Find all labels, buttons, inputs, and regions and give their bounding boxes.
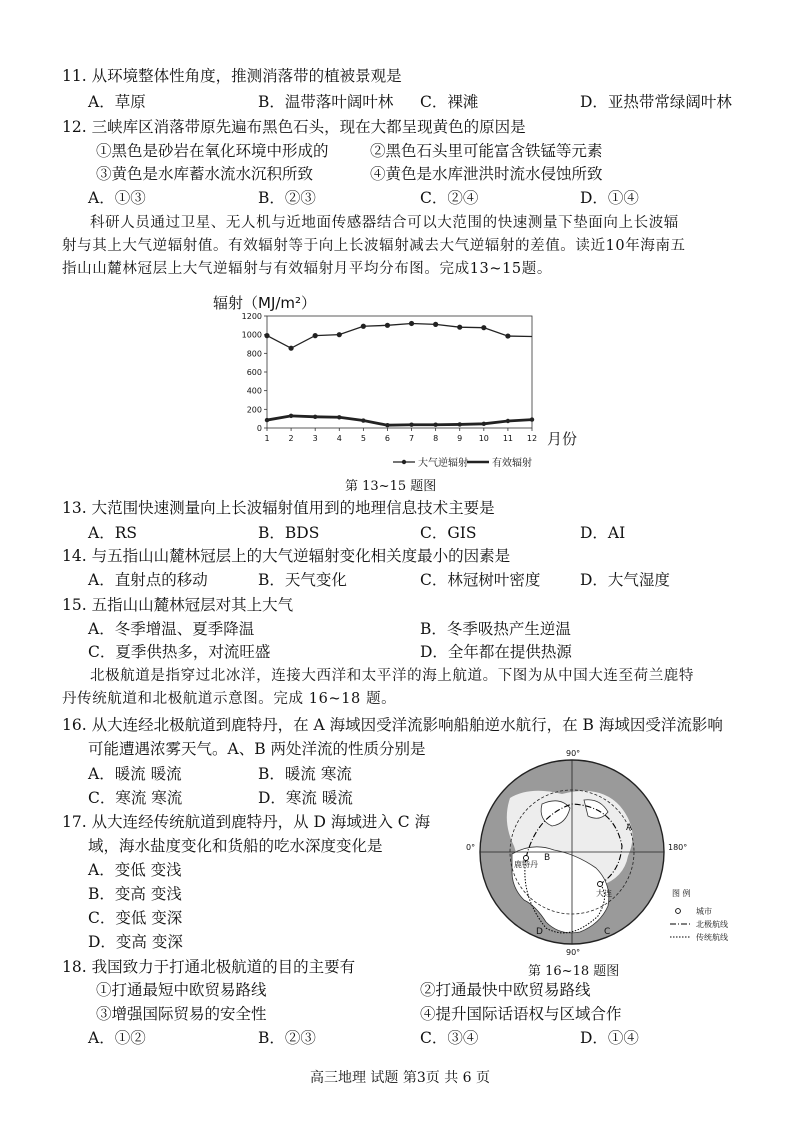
series-1-point: [313, 333, 318, 338]
x-tick-label: 10: [478, 434, 489, 443]
passage1-line-1: 科研人员通过卫星、无人机与近地面传感器结合可以大范围的快速测量下垫面向上长波辐: [90, 215, 679, 231]
series-1-point: [457, 325, 462, 330]
map-legend: [670, 888, 728, 942]
q18-statement-4: ④提升国际话语权与区域合作: [420, 1005, 622, 1023]
x-tick-label: 7: [408, 434, 415, 443]
map-label-b: B: [544, 853, 551, 863]
q13-option-d: D．AI: [580, 524, 626, 542]
series-2-point: [361, 418, 365, 422]
series-1-point: [288, 346, 293, 351]
q11-option-a: A．草原: [88, 93, 146, 111]
y-tick-label: 600: [246, 368, 262, 377]
x-tick-label: 8: [433, 434, 439, 443]
page-footer: 高三地理 试题 第3页 共 6 页: [309, 1070, 491, 1086]
map-legend-traditional: 传统航线: [696, 933, 728, 942]
map-label-left: 0°: [466, 843, 476, 852]
q11-option-b: B．温带落叶阔叶林: [258, 93, 394, 111]
q18-option-b: B．②③: [258, 1029, 316, 1047]
series-1-point: [385, 323, 390, 328]
q15-stem: 15. 五指山山麓林冠层对其上大气: [62, 596, 294, 614]
q12-option-a: A．①③: [88, 189, 146, 207]
series-1-point: [361, 324, 366, 329]
x-tick-label: 11: [502, 434, 514, 443]
y-tick-label: 1000: [241, 330, 262, 340]
map-legend-arctic: 北极航线: [696, 920, 728, 929]
series-line-2: [267, 416, 532, 425]
series-2-point: [313, 415, 317, 419]
chart-caption: 第 13~15 题图: [345, 479, 437, 494]
q12-statement-2: ②黑色石头里可能富含铁锰等元素: [370, 142, 603, 160]
series-2-point: [337, 415, 341, 419]
q17-option-d: D．变高 变深: [88, 933, 183, 951]
series-1-point: [409, 321, 414, 326]
q12-statement-1: ①黑色是砂岩在氧化环境中形成的: [96, 142, 329, 160]
q17-stem-line-1: 17. 从大连经传统航道到鹿特丹，从 D 海域进入 C 海: [62, 813, 431, 831]
q18-statement-3: ③增强国际贸易的安全性: [96, 1005, 267, 1023]
x-tick-label: 6: [384, 434, 391, 443]
passage1-line-2: 射与其上大气逆辐射值。有效辐射等于向上长波辐射减去大气逆辐射的差值。读近10年海南五: [62, 238, 686, 254]
series-2-point: [482, 422, 486, 426]
q15-option-b: B．冬季吸热产生逆温: [420, 620, 571, 638]
x-tick-label: 3: [312, 434, 318, 443]
q12-statement-3: ③黄色是水库蓄水流水沉积所致: [96, 165, 314, 183]
chart-xlabel: 月份: [547, 430, 578, 448]
map-label-right: 180°: [668, 843, 688, 852]
q11-option-c: C．裸滩: [420, 93, 479, 111]
map-legend-city: 城市: [696, 907, 712, 916]
q18-statement-2: ②打通最快中欧贸易路线: [420, 981, 591, 999]
x-tick-label: 4: [336, 434, 342, 443]
series-1-point: [337, 332, 342, 337]
series-2-point: [289, 414, 293, 418]
series-1-point: [505, 333, 510, 338]
q12-stem: 12. 三峡库区消落带原先遍布黑色石头，现在大都呈现黄色的原因是: [62, 118, 526, 136]
series-2-point: [433, 423, 437, 427]
q14-stem: 14. 与五指山山麓林冠层上的大气逆辐射变化相关度最小的因素是: [62, 547, 511, 565]
q17-option-c: C．变低 变深: [88, 909, 183, 927]
y-tick-label: 200: [246, 405, 262, 415]
q15-option-d: D．全年都在提供热源: [420, 643, 572, 661]
chart-legend: [393, 456, 532, 469]
legend-series-2: 有效辐射: [492, 458, 532, 469]
series-1-point: [433, 322, 438, 327]
passage2-line-1: 北极航道是指穿过北冰洋，连接大西洋和太平洋的海上航道。下图为从中国大连至荷兰鹿特: [90, 668, 694, 684]
q17-option-b: B．变高 变浅: [88, 885, 182, 903]
series-2-point: [385, 423, 389, 427]
q18-option-c: C．③④: [420, 1029, 479, 1047]
q14-option-a: A．直射点的移动: [88, 571, 208, 589]
q18-stem: 18. 我国致力于打通北极航道的目的主要有: [62, 958, 356, 976]
q14-option-b: B．天气变化: [258, 571, 347, 589]
q13-stem: 13. 大范围快速测量向上长波辐射值用到的地理信息技术主要是: [62, 499, 495, 517]
q16-stem-line-2: 可能遭遇浓雾天气。A、B 两处洋流的性质分别是: [88, 740, 426, 758]
q11-stem: 11. 从环境整体性角度，推测消落带的植被景观是: [62, 67, 402, 85]
x-tick-label: 12: [526, 434, 538, 443]
series-2-point: [458, 422, 462, 426]
q16-option-c: C．寒流 寒流: [88, 789, 183, 807]
map-city-rotterdam: 鹿特丹: [514, 860, 538, 869]
q16-option-d: D．寒流 暖流: [258, 789, 353, 807]
q15-option-c: C．夏季供热多，对流旺盛: [88, 643, 271, 661]
map-label-bottom: 90°: [566, 948, 581, 957]
q17-stem-line-2: 域，海水盐度变化和货船的吃水深度变化是: [88, 837, 383, 855]
map-legend-title: 图 例: [672, 889, 691, 898]
q12-statement-4: ④黄色是水库泄洪时流水侵蚀所致: [370, 165, 603, 183]
q18-statement-1: ①打通最短中欧贸易路线: [96, 981, 267, 999]
series-2-point: [506, 419, 510, 423]
series-1-point: [481, 325, 486, 330]
q17-option-a: A．变低 变浅: [88, 861, 182, 879]
q12-option-d: D．①④: [580, 189, 639, 207]
q12-option-b: B．②③: [258, 189, 316, 207]
q16-option-a: A．暖流 暖流: [88, 765, 182, 783]
passage1-line-3: 指山山麓林冠层上大气逆辐射与有效辐射月平均分布图。完成13~15题。: [62, 261, 552, 277]
map-label-d: D: [536, 927, 543, 937]
y-tick-label: 400: [246, 386, 262, 396]
q14-option-d: D．大气湿度: [580, 571, 670, 589]
x-tick-label: 2: [288, 434, 294, 443]
series-line-1: [267, 323, 532, 348]
q13-option-a: A．RS: [88, 524, 137, 542]
x-tick-label: 9: [457, 434, 463, 443]
map-label-c: C: [604, 927, 611, 937]
q11-option-d: D．亚热带常绿阔叶林: [580, 93, 732, 111]
legend-series-1: 大气逆辐射: [418, 458, 468, 469]
passage2-line-2: 丹传统航道和北极航道示意图。完成 16~18 题。: [62, 691, 397, 707]
series-2-point: [409, 423, 413, 427]
y-tick-label: 800: [246, 349, 262, 359]
arctic-route-map: [450, 746, 740, 958]
x-tick-label: 1: [264, 434, 270, 443]
y-tick-label: 1200: [241, 312, 262, 321]
series-2-point: [265, 418, 269, 422]
q18-option-a: A．①②: [88, 1029, 146, 1047]
q15-option-a: A．冬季增温、夏季降温: [88, 620, 255, 638]
chart-ylabel: 辐射（MJ/m²）: [213, 294, 317, 312]
map-label-a: A: [626, 823, 633, 833]
q12-option-c: C．②④: [420, 189, 479, 207]
q18-option-d: D．①④: [580, 1029, 639, 1047]
map-city-dalian: 大连: [596, 889, 612, 898]
series-1-point: [264, 333, 269, 338]
q16-stem-line-1: 16. 从大连经北极航道到鹿特丹，在 A 海域因受洋流影响船舶逆水航行，在 B 海域因受洋流影响: [62, 716, 723, 734]
map-label-top: 90°: [566, 749, 581, 758]
x-tick-label: 5: [360, 434, 366, 443]
q16-option-b: B．暖流 寒流: [258, 765, 352, 783]
q13-option-c: C．GIS: [420, 524, 477, 542]
chart-plot-frame: [267, 316, 532, 428]
series-2-point: [530, 417, 534, 421]
radiation-line-chart: [205, 286, 605, 476]
map-caption: 第 16~18 题图: [528, 964, 620, 979]
y-tick-label: 0: [256, 424, 262, 433]
q13-option-b: B．BDS: [258, 524, 320, 542]
q14-option-c: C．林冠树叶密度: [420, 571, 541, 589]
